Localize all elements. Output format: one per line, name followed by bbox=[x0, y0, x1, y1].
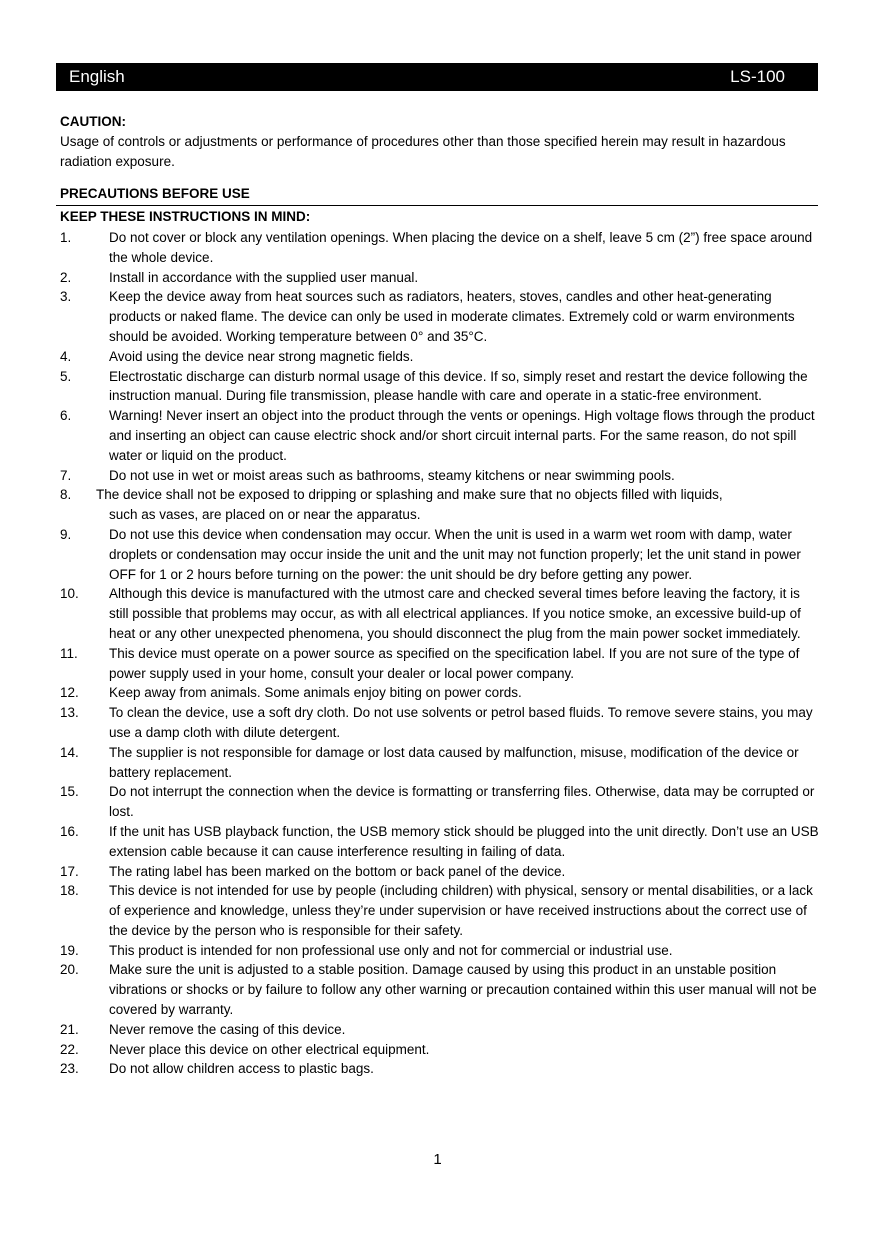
list-item-number: 12. bbox=[60, 685, 79, 701]
list-item bbox=[60, 584, 820, 643]
page-number: 1 bbox=[433, 1151, 442, 1168]
list-item bbox=[60, 1040, 820, 1060]
list-item-text: The rating label has been marked on the bottom or back panel of the device. bbox=[109, 863, 566, 879]
list-item-number: 1. bbox=[60, 230, 72, 245]
list-item-number: 13. bbox=[60, 705, 79, 721]
list-item bbox=[60, 743, 820, 783]
list-item-text-continued: such as vases, are placed on or near the apparatus. bbox=[109, 507, 421, 523]
section-divider bbox=[56, 205, 818, 206]
list-item-number: 18. bbox=[60, 883, 79, 899]
list-item-number: 9. bbox=[60, 526, 72, 542]
list-item bbox=[60, 683, 820, 703]
list-item-number: 16. bbox=[60, 823, 79, 839]
list-item-text: Install in accordance with the supplied user manual. bbox=[109, 269, 419, 285]
document-header-bar bbox=[56, 63, 818, 91]
caution-heading: CAUTION: bbox=[60, 114, 126, 129]
list-item-number: 15. bbox=[60, 784, 79, 800]
list-item-number: 10. bbox=[60, 586, 79, 602]
precautions-heading: PRECAUTIONS BEFORE USE bbox=[60, 186, 250, 201]
list-item-text: Warning! Never insert an object into the product through the vents or openings. High voltage flows through the product and inserting an object can cause electric shock and/or short circuit internal parts. For the same reason, do not spill water or liquid on the product. bbox=[109, 408, 815, 463]
list-item bbox=[60, 881, 820, 940]
list-item bbox=[60, 1059, 820, 1079]
list-item bbox=[60, 1020, 820, 1040]
list-item-number: 17. bbox=[60, 863, 79, 879]
list-item bbox=[60, 466, 820, 486]
list-item-text: Electrostatic discharge can disturb normal usage of this device. If so, simply reset and restart the device following the instruction manual. During file transmission, please handle with care and operate in a static-free environment. bbox=[109, 368, 808, 404]
list-item bbox=[60, 941, 820, 961]
list-item bbox=[60, 862, 820, 882]
list-item-text: This product is intended for non professional use only and not for commercial or industrial use. bbox=[109, 942, 673, 958]
list-item-text: Do not allow children access to plastic bags. bbox=[109, 1061, 374, 1077]
list-item-number: 3. bbox=[60, 289, 72, 305]
list-item-text: Keep the device away from heat sources such as radiators, heaters, stoves, candles and other heat-generating products or naked flame. The device can only be used in moderate climates. Extremely cold or warm environments should be avoided. Working temperature between 0° and 35°C. bbox=[109, 289, 795, 344]
list-item-text: Do not cover or block any ventilation openings. When placing the device on a shelf, leave 5 cm (2”) free space around the whole device. bbox=[109, 230, 813, 265]
list-item bbox=[60, 703, 820, 743]
caution-text: Usage of controls or adjustments or performance of procedures other than those specified herein may result in hazardous radiation exposure. bbox=[60, 134, 786, 169]
list-item bbox=[60, 287, 820, 346]
list-item bbox=[60, 822, 820, 862]
list-item-text: Avoid using the device near strong magnetic fields. bbox=[109, 348, 414, 364]
list-item bbox=[60, 228, 820, 268]
list-item-text: Make sure the unit is adjusted to a stable position. Damage caused by using this product in an unstable position vibrations or shocks or by failure to follow any other warning or precaution contained within this user manual will not be covered by warranty. bbox=[109, 962, 817, 1018]
list-item-number: 7. bbox=[60, 467, 72, 483]
list-item bbox=[60, 367, 820, 407]
list-item bbox=[60, 268, 820, 288]
list-item bbox=[60, 960, 820, 1019]
header-language: English bbox=[69, 67, 125, 86]
list-item-number: 11. bbox=[60, 645, 78, 661]
list-item-text: Do not use this device when condensation may occur. When the unit is used in a warm wet room with damp, water droplets or condensation may occur inside the unit and the unit may not function properly; let the unit stand in power OFF for 1 or 2 hours before turning on the power: the unit should be dry before getting any power. bbox=[109, 526, 801, 582]
list-item-text: If the unit has USB playback function, the USB memory stick should be plugged into the unit directly. Don’t use an USB extension cable because it can cause interference resulting in failing of data. bbox=[109, 823, 819, 859]
list-item-text: The device shall not be exposed to dripping or splashing and make sure that no objects filled with liquids, bbox=[96, 487, 723, 503]
list-item-number: 8. bbox=[60, 487, 72, 503]
list-item bbox=[60, 406, 820, 465]
instructions-subheading: KEEP THESE INSTRUCTIONS IN MIND: bbox=[60, 209, 311, 224]
list-item bbox=[60, 347, 820, 367]
list-item-text: Do not use in wet or moist areas such as bathrooms, steamy kitchens or near swimming pools. bbox=[109, 467, 675, 483]
precautions-list bbox=[60, 228, 820, 1079]
list-item-number: 6. bbox=[60, 408, 72, 424]
list-item-number: 21. bbox=[60, 1021, 79, 1037]
list-item-text: Never remove the casing of this device. bbox=[109, 1021, 346, 1037]
list-item-text: This device must operate on a power source as specified on the specification label. If you are not sure of the type of power supply used in your home, consult your dealer or local power company. bbox=[109, 645, 800, 681]
list-item bbox=[60, 644, 820, 684]
header-model-number: LS-100 bbox=[730, 67, 785, 86]
list-item-number: 5. bbox=[60, 368, 72, 384]
list-item-text: Keep away from animals. Some animals enjoy biting on power cords. bbox=[109, 685, 522, 701]
list-item-number: 19. bbox=[60, 942, 79, 958]
list-item-text: Do not interrupt the connection when the device is formatting or transferring files. Otherwise, data may be corrupted or lost. bbox=[109, 784, 815, 820]
list-item bbox=[60, 525, 820, 584]
list-item-number: 22. bbox=[60, 1041, 79, 1057]
list-item-number: 14. bbox=[60, 744, 79, 760]
list-item bbox=[60, 485, 820, 525]
list-item bbox=[60, 782, 820, 822]
list-item-text: Never place this device on other electrical equipment. bbox=[109, 1041, 430, 1057]
list-item-number: 4. bbox=[60, 348, 72, 364]
list-item-text: This device is not intended for use by people (including children) with physical, sensory or mental disabilities, or a lack of experience and knowledge, unless they’re under supervision or have received instructions about the correct use of the device by the person who is responsible for their safety. bbox=[109, 883, 813, 938]
list-item-number: 20. bbox=[60, 962, 79, 978]
list-item-text: To clean the device, use a soft dry cloth. Do not use solvents or petrol based fluids. To remove severe stains, you may use a damp cloth with dilute detergent. bbox=[109, 705, 813, 740]
list-item-text: The supplier is not responsible for damage or lost data caused by malfunction, misuse, modification of the device or battery replacement. bbox=[109, 744, 799, 780]
list-item-number: 23. bbox=[60, 1061, 79, 1077]
list-item-text: Although this device is manufactured with the utmost care and checked several times before leaving the factory, it is still possible that problems may occur, as with all electrical appliances. If you notice smoke, an excessive build-up of heat or any other unexpected phenomena, you should disconnect the plug from the main power socket immediately. bbox=[109, 586, 801, 641]
list-item-number: 2. bbox=[60, 269, 72, 285]
